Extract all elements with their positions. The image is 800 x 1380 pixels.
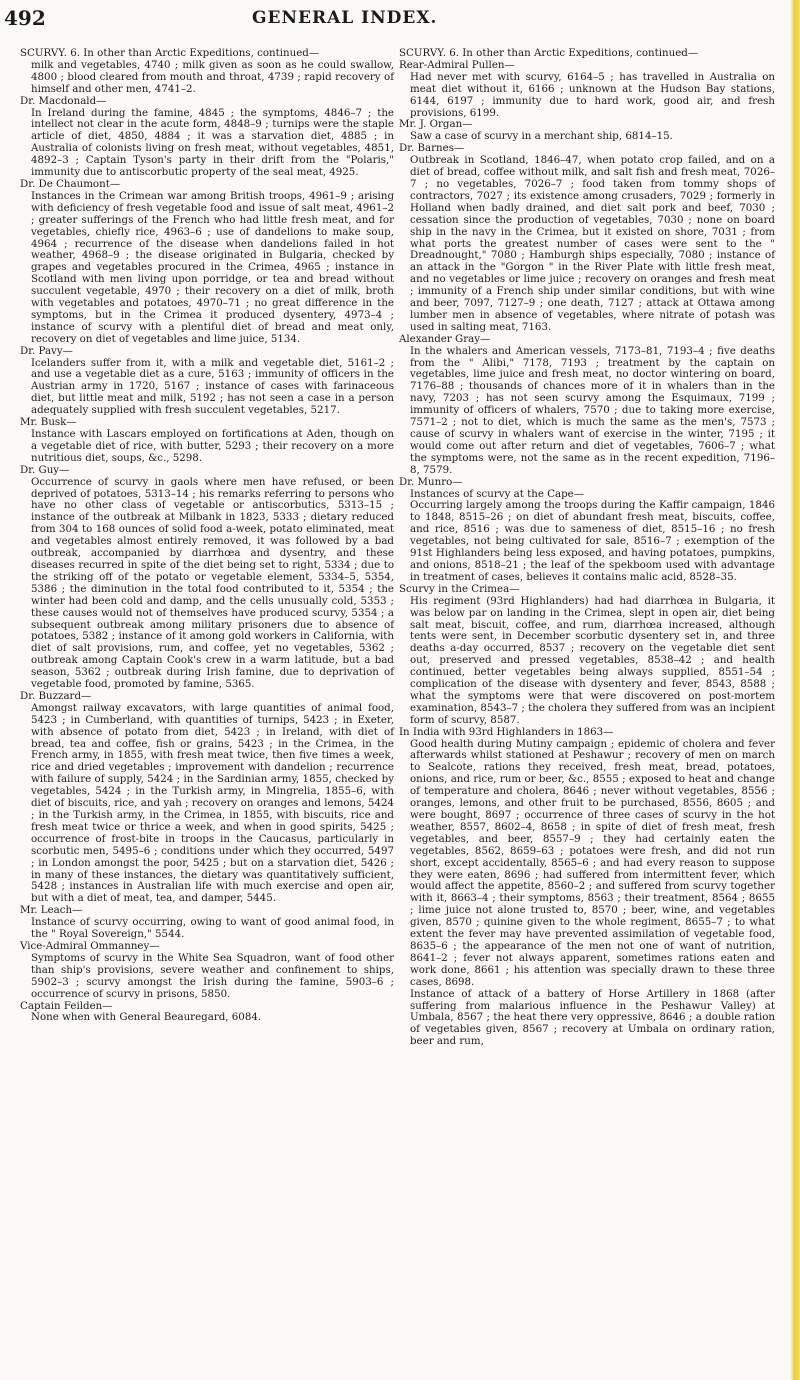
index-heading: Dr. Pavy— xyxy=(20,344,73,357)
index-heading: Mr. Leach— xyxy=(20,904,83,917)
index-entry: Occurring largely among the troops during the Kaffir campaign, 1846 to 1848, 8515–26 ; on diet of abundant fresh meat, biscuits, coffee, and rice, 8516 ; was due to sameness of diet, 8515–16 ; no fresh vegetables, not being cultivated for sale, 8516–7 ; exemption of the 91st Highlanders being less exposed, and having potatoes, pumpkins, and onions, 8518–21 ; the leaf of the spekboom used with advantage in treatment of cases, believes it contains malic acid, 8528–35. xyxy=(410,499,775,583)
left-column xyxy=(20,48,394,1024)
index-entry: Instance of scurvy occurring, owing to want of good animal food, in the " Royal Sovereign," 5544. xyxy=(31,916,394,941)
index-heading: Dr. Buzzard— xyxy=(20,689,92,702)
index-entry: Occurrence of scurvy in gaols where men have refused, or been deprived of potatoes, 5313–14 ; his remarks referring to persons who have no other class of vegetable or antiscorbutics, 5313–15 ; instance of the outbreak at Milbank in 1823, 5333 ; dietary reduced from 304 to 168 ounces of solid food a-week, potato eliminated, meat and vegetables almost entirely removed, it was followed by a bad outbreak, accompanied by diarrhœa and dysentry, and these diseases recurred in spite of the diet being set to right, 5334 ; due to the striking off of the potato or vegetable element, 5334–5, 5354, 5386 ; the diminution in the total food contributed to it, 5354 ; the winter had been cold and damp, and the cells unusually cold, 5353 ; these causes would not of themselves have produced scurvy, 5354 ; a subsequent outbreak among military prisoners due to absence of potatoes, 5382 ; instance of it among gold workers in California, with diet of salt provisions, rum, and coffee, yet no vegetables, 5362 ; outbreak among Captain Cook's crew in a warm latitude, but a bad season, 5362 ; outbreak during Irish famine, due to deprivation of vegetable food, promoted by famine, 5365. xyxy=(31,475,394,691)
index-heading: Mr. J. Organ— xyxy=(399,118,473,131)
index-heading: Dr. De Chaumont— xyxy=(20,177,121,190)
index-heading: Dr. Barnes— xyxy=(399,142,465,155)
index-heading: Vice-Admiral Ommanney— xyxy=(20,939,160,952)
index-heading: Alexander Gray— xyxy=(399,332,491,345)
index-heading: In India with 93rd Highlanders in 1863— xyxy=(399,725,614,738)
index-heading: Dr. Macdonald— xyxy=(20,94,107,107)
index-entry: Symptoms of scurvy in the White Sea Squadron, want of food other than ship's provisions, severe weather and confinement to ships, 5902–3 ; scurvy amongst the Irish during the famine, 5903–6 ; occurrence of scurvy in prisons, 5850. xyxy=(31,951,394,1000)
index-entry: None when with General Beauregard, 6084. xyxy=(31,1011,262,1024)
index-entry: Instances of scurvy at the Cape— xyxy=(410,487,584,500)
running-head: GENERAL INDEX. xyxy=(252,8,438,28)
index-heading: Scurvy in the Crimea— xyxy=(399,582,520,595)
index-entry: Icelanders suffer from it, with a milk and vegetable diet, 5161–2 ; and use a vegetable diet as a cure, 5163 ; immunity of officers in the Austrian army in 1720, 5167 ; instance of cases with farinaceous diet, but little meat and milk, 5192 ; has not seen a case in a person adequately supplied with fresh succulent vegetables, 5217. xyxy=(31,356,394,417)
index-heading: Rear-Admiral Pullen— xyxy=(399,58,515,71)
index-entry: Had never met with scurvy, 6164–5 ; has travelled in Australia on meat diet without it, 6166 ; unknown at the Hudson Bay stations, 6144, 6197 ; immunity due to hard work, good air, and fresh provisions, 6199. xyxy=(410,70,775,119)
page-edge-gilt xyxy=(790,0,800,1380)
index-entry: Good health during Mutiny campaign ; epidemic of cholera and fever afterwards whilst stationed at Peshawur ; recovery of men on march to Sealcote, rations they received, fresh meat, bread, potatoes, onions, and rice, rum or beer, &c., 8555 ; exposed to heat and change of temperature and cholera, 8646 ; never without vegetables, 8556 ; oranges, lemons, and other fruit to be purchased, 8556, 8605 ; and were bought, 8697 ; occurrence of three cases of scurvy in the hot weather, 8557, 8602–4, 8658 ; in spite of diet of fresh meat, fresh vegetables, and beer, 8557–9 ; they had certainly eaten the vegetables, 8562, 8659–63 ; potatoes were fresh, and did not run short, except accidentally, 8565–6 ; and had every reason to suppose they were eaten, 8696 ; had suffered from intermittent fever, which would affect the appetite, 8560–2 ; and suffered from scurvy together with it, 8663–4 ; their symptoms, 8563 ; their treatment, 8564 ; 8655 ; lime juice not alone trusted to, 8570 ; beer, wine, and vegetables given, 8570 ; quinine given to the whole regiment, 8655–7 ; to what extent the fever may have prevented assimilation of vegetable food, 8635–6 ; the appearance of the men not one of want of nutrition, 8641–2 ; fever not always apparent, sometimes rations eaten and work done, 8661 ; his attention was specially drawn to these three cases, 8698. xyxy=(410,737,775,988)
index-heading: Dr. Munro— xyxy=(399,475,463,488)
index-entry: milk and vegetables, 4740 ; milk given as soon as he could swallow, 4800 ; blood cleared from mouth and throat, 4739 ; rapid recovery of himself and other men, 4741–2. xyxy=(31,58,394,95)
index-entry: In Ireland during the famine, 4845 ; the symptoms, 4846–7 ; the intellect not clear in the acute form, 4848–9 ; turnips were the staple article of diet, 4850, 4884 ; it was a starvation diet, 4885 ; in Australia of colonists living on fresh meat, without vegetables, 4851, 4892–3 ; Captain Tyson's party in their drift from the "Polaris," immunity due to antiscorbutic property of the seal meat, 4925. xyxy=(31,106,394,179)
right-column xyxy=(399,48,775,1048)
index-entry: Amongst railway excavators, with large quantities of animal food, 5423 ; in Cumberland, with quantities of turnips, 5423 ; in Exeter, with absence of potato from diet, 5423 ; in Ireland, with diet of bread, tea and coffee, fish or grains, 5423 ; in the Crimea, in the French army, in 1855, with fresh meat twice, then five times a week, rice and dried vegetables ; improvement with dandelion ; recurrence with failure of supply, 5424 ; in the Sardinian army, 1855, checked by vegetables, 5424 ; in the Turkish army, in Mingrelia, 1855–6, with diet of biscuits, rice, and yah ; recovery on oranges and lemons, 5424 ; in the Turkish army, in the Crimea, in 1855, with biscuits, rice and fresh meat twice or thrice a week, and when in good spirits, 5425 ; occurrence of frost-bite in troops in the Caucasus, particularly in scorbutic men, 5495–6 ; conditions under which they occurred, 5497 ; in London amongst the poor, 5425 ; but on a starvation diet, 5426 ; in many of these instances, the dietary was quantitatively sufficient, 5428 ; instances in Australian life with much exercise and open air, but with a diet of meat, tea, and damper, 5445. xyxy=(31,701,394,905)
page-number: 492 xyxy=(4,6,46,30)
index-entry: In the whalers and American vessels, 7173–81, 7193–4 ; five deaths from the " Alibi," 7178, 7193 ; treatment by the captain on vegetables, lime juice and fresh meat, no doctor wintering on board, 7176–88 ; thousands of chances more of it in whalers than in the navy, 7203 ; has not seen scurvy among the Esquimaux, 7199 ; immunity of officers of whalers, 7570 ; due to taking more exercise, 7571–2 ; not to diet, which is much the same as the men's, 7573 ; cause of scurvy in whalers want of exercise in the winter, 7195 ; it would come out after return and diet of vegetables, 7606–7 ; what the symptoms were, not the same as in the recent expedition, 7196–8, 7579. xyxy=(410,344,775,476)
index-entry: Instances in the Crimean war among British troops, 4961–9 ; arising with deficiency of fresh vegetable food and issue of salt meat, 4961–2 ; greater sufferings of the French who had little fresh meat, and for vegetables, chiefly rice, 4963–6 ; use of dandelions to make soup, 4964 ; recurrence of the disease when dandelions failed in hot weather, 4968–9 ; the disease originated in Bulgaria, checked by grapes and vegetables procured in the Crimea, 4965 ; instance in Scotland with men living upon porridge, or tea and bread without succulent vegetable, 4970 ; their recovery on a diet of milk, broth with vegetables and potatoes, 4970–71 ; no great difference in the symptoms, but in the Crimea it produced dysentery, 4973–4 ; instance of scurvy with a plentiful diet of bread and meat only, recovery on diet of vegetables and lime juice, 5134. xyxy=(31,189,394,345)
index-entry: His regiment (93rd Highlanders) had had diarrhœa in Bulgaria, it was below par on landing in the Crimea, slept in open air, diet being salt meat, biscuit, coffee, and rum, diarrhœa increased, although tents were sent, in December scorbutic dysentery set in, and three deaths a-day occurred, 8537 ; recovery on the vegetable diet sent out, preserved and pressed vegetables, 8538–42 ; and health continued, better vegetables being always supplied, 8551–54 ; complication of the disease with dysentery and fever, 8543, 8588 ; what the symptoms were that were discovered on post-mortem examination, 8543–7 ; the cholera they suffered from was an incipient form of scurvy, 8587. xyxy=(410,594,775,726)
index-heading: Captain Feilden— xyxy=(20,999,113,1012)
index-heading: Dr. Guy— xyxy=(20,463,70,476)
index-heading: SCURVY. 6. In other than Arctic Expeditions, continued— xyxy=(20,47,320,59)
index-entry: Instance of attack of a battery of Horse Artillery in 1868 (after suffering from malarious influence in the Peshawur Valley) at Umbala, 8567 ; the heat there very oppressive, 8646 ; a double ration of vegetables given, 8567 ; recovery at Umbala on ordinary ration, beer and rum, xyxy=(410,987,775,1048)
index-entry: Saw a case of scurvy in a merchant ship, 6814–15. xyxy=(410,130,673,143)
index-entry: Instance with Lascars employed on fortifications at Aden, though on a vegetable diet of rice, with butter, 5293 ; their recovery on a more nutritious diet, soups, &c., 5298. xyxy=(31,428,394,464)
index-heading: SCURVY. 6. In other than Arctic Expeditions, continued— xyxy=(399,47,699,59)
index-entry: Outbreak in Scotland, 1846–47, when potato crop failed, and on a diet of bread, coffee without milk, and salt fish and fresh meat, 7026–7 ; no vegetables, 7026–7 ; food taken from tommy shops of contractors, 7027 ; its existence among crusaders, 7029 ; formerly in Holland when badly drained, and diet salt pork and beef, 7030 ; cessation since the production of vegetables, 7030 ; none on board ship in the navy in the Crimea, but it existed on shore, 7031 ; from what ports the greatest number of cases were sent to the " Dreadnought," 7080 ; Hamburgh ships especially, 7080 ; instance of an attack in the "Gorgon " in the River Plate with little fresh meat, and no vegetables or lime juice ; recovery on oranges and fresh meat ; immunity of a French ship under similar conditions, but with wine and beer, 7097, 7127–9 ; one death, 7127 ; attack at Ottawa among lumber men in absence of vegetables, where nitrate of potash was used in salting meat, 7163. xyxy=(410,154,775,333)
index-heading: Mr. Busk— xyxy=(20,416,77,429)
